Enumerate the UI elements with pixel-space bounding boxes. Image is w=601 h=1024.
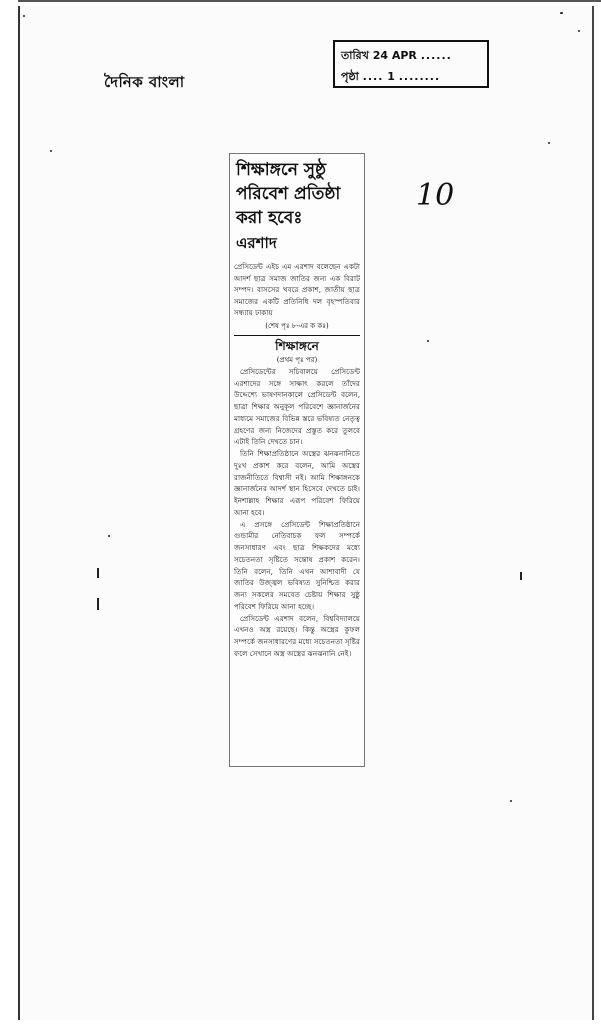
- body-paragraph: এ প্রসঙ্গে প্রেসিডেন্ট শিক্ষাপ্রতিষ্ঠানে গুন্ডামীর নেতিবাচক ফল সম্পর্কে জনসাধারণ এবং ছাত্র শিক্ষকদের মধ্যে সচেতনতা সৃষ্টিতে সন্তোষ প্রকাশ করেন। তিনি বলেন, তিনি এখন আশাবাদী যে জাতির উজ্জ্বল ভবিষ্যত সুনিশ্চিত করার জন্য সকলের সমবেত চেষ্টায় শিক্ষার সুষ্ঠু পরিবেশ ফিরিয়ে আনা হচ্ছে।: [234, 519, 360, 611]
- stamp-dots: ......: [420, 49, 452, 62]
- lead-text: প্রেসিডেন্ট এইচ এম এরশাদ বলেছেন একটা আদর্শ ছাত্র সমাজ জাতির জন্য এক বিরাট সম্পদ। বাসসের খবরে প্রকাশ, জাতীয় ছাত্র সমাজের একটি প্রতিনিধি দল বৃহস্পতিবার সন্ধ্যায় ঢাকায়: [234, 262, 360, 318]
- headline-line: পরিবেশ প্রতিষ্ঠা: [236, 184, 341, 204]
- byline: এরশাদ: [236, 234, 277, 252]
- continued-from-note: (প্রথম পৃঃ পর): [276, 355, 318, 364]
- lead-paragraph: [234, 261, 360, 319]
- scan-speck: [578, 30, 580, 32]
- body-paragraph: তিনি শিক্ষাপ্রতিষ্ঠানে অস্ত্রের ঝনঝনানিতে দুঃখ প্রকাশ করে বলেন, আমি অস্ত্রের রাজনীতিতে বিশ্বাসী নই। আমি শিক্ষাঙ্গনকে জ্ঞানার্জনের আদর্শ স্থান হিসেবে দেখতে চাই। ইনশাল্লাহ শিক্ষার এরূপ পরিবেশ ফিরিয়ে আনা হবে।: [234, 449, 360, 517]
- section-divider: [234, 335, 360, 336]
- stamp-page-value: 1: [387, 70, 395, 83]
- scan-speck: [548, 142, 550, 144]
- scan-speck: [560, 12, 563, 14]
- date-stamp: [333, 40, 489, 88]
- stamp-page-row: [341, 68, 440, 87]
- continuation-head: শিক্ষাঙ্গনে: [275, 338, 319, 353]
- scan-mark: [520, 572, 522, 580]
- scan-speck: [108, 535, 110, 537]
- scan-speck: [23, 15, 25, 17]
- scan-speck: [50, 150, 52, 152]
- stamp-date-label: তারিখ: [341, 49, 369, 62]
- stamp-dots: ....: [362, 70, 384, 83]
- scan-speck: [510, 800, 512, 802]
- stamp-date-value: 24 APR: [372, 49, 417, 62]
- article-body: [234, 366, 360, 660]
- headline: [234, 158, 360, 230]
- stamp-dots: ........: [398, 70, 441, 83]
- page-number: 10: [416, 178, 455, 213]
- scan-mark: [97, 568, 99, 578]
- stamp-page-label: পৃষ্ঠা: [341, 70, 359, 83]
- scan-mark: [97, 598, 99, 610]
- scan-speck: [427, 340, 429, 342]
- newspaper-name: দৈনিক বাংলা: [104, 73, 185, 91]
- body-paragraph: প্রেসিডেন্ট এরশাদ বলেন, বিশ্ববিদ্যালয়ে এখনও অস্ত্র রয়েছে। কিন্তু অস্ত্রের কুফল সম্পর্কে জনসাধারণের মধ্যে সচেতনতা সৃষ্টির ফলে সেখানে অস্ত্র অস্ত্রের ঝনঝনানি নেই।: [234, 613, 360, 658]
- headline-line: করা হবেঃ: [236, 208, 303, 228]
- headline-line: শিক্ষাঙ্গনে সুষ্ঠু: [236, 160, 327, 180]
- news-clipping: [229, 153, 365, 767]
- body-paragraph: প্রেসিডেন্টের সচিবালয়ে প্রেসিডেন্ট এরশাদের সঙ্গে সাক্ষাৎ করলে তাঁদের উদ্দেশ্যে ভাষণদানকালে প্রেসিডেন্ট বলেন, ছাত্রা শিক্ষার অনুকূল পরিবেশে জ্ঞানার্জনের মাধ্যমে সমাজের বিভিন্ন স্তরে ভবিষ্যত নেতৃত্ব গ্রহণের জন্য নিজেদের প্রস্তুত করে তুলবে এটাই তিনি দেখতে চান।: [234, 366, 360, 447]
- continued-note: (শেষ পৃঃ ৮-এর ক কঃ): [265, 321, 329, 330]
- stamp-date-row: [341, 47, 452, 66]
